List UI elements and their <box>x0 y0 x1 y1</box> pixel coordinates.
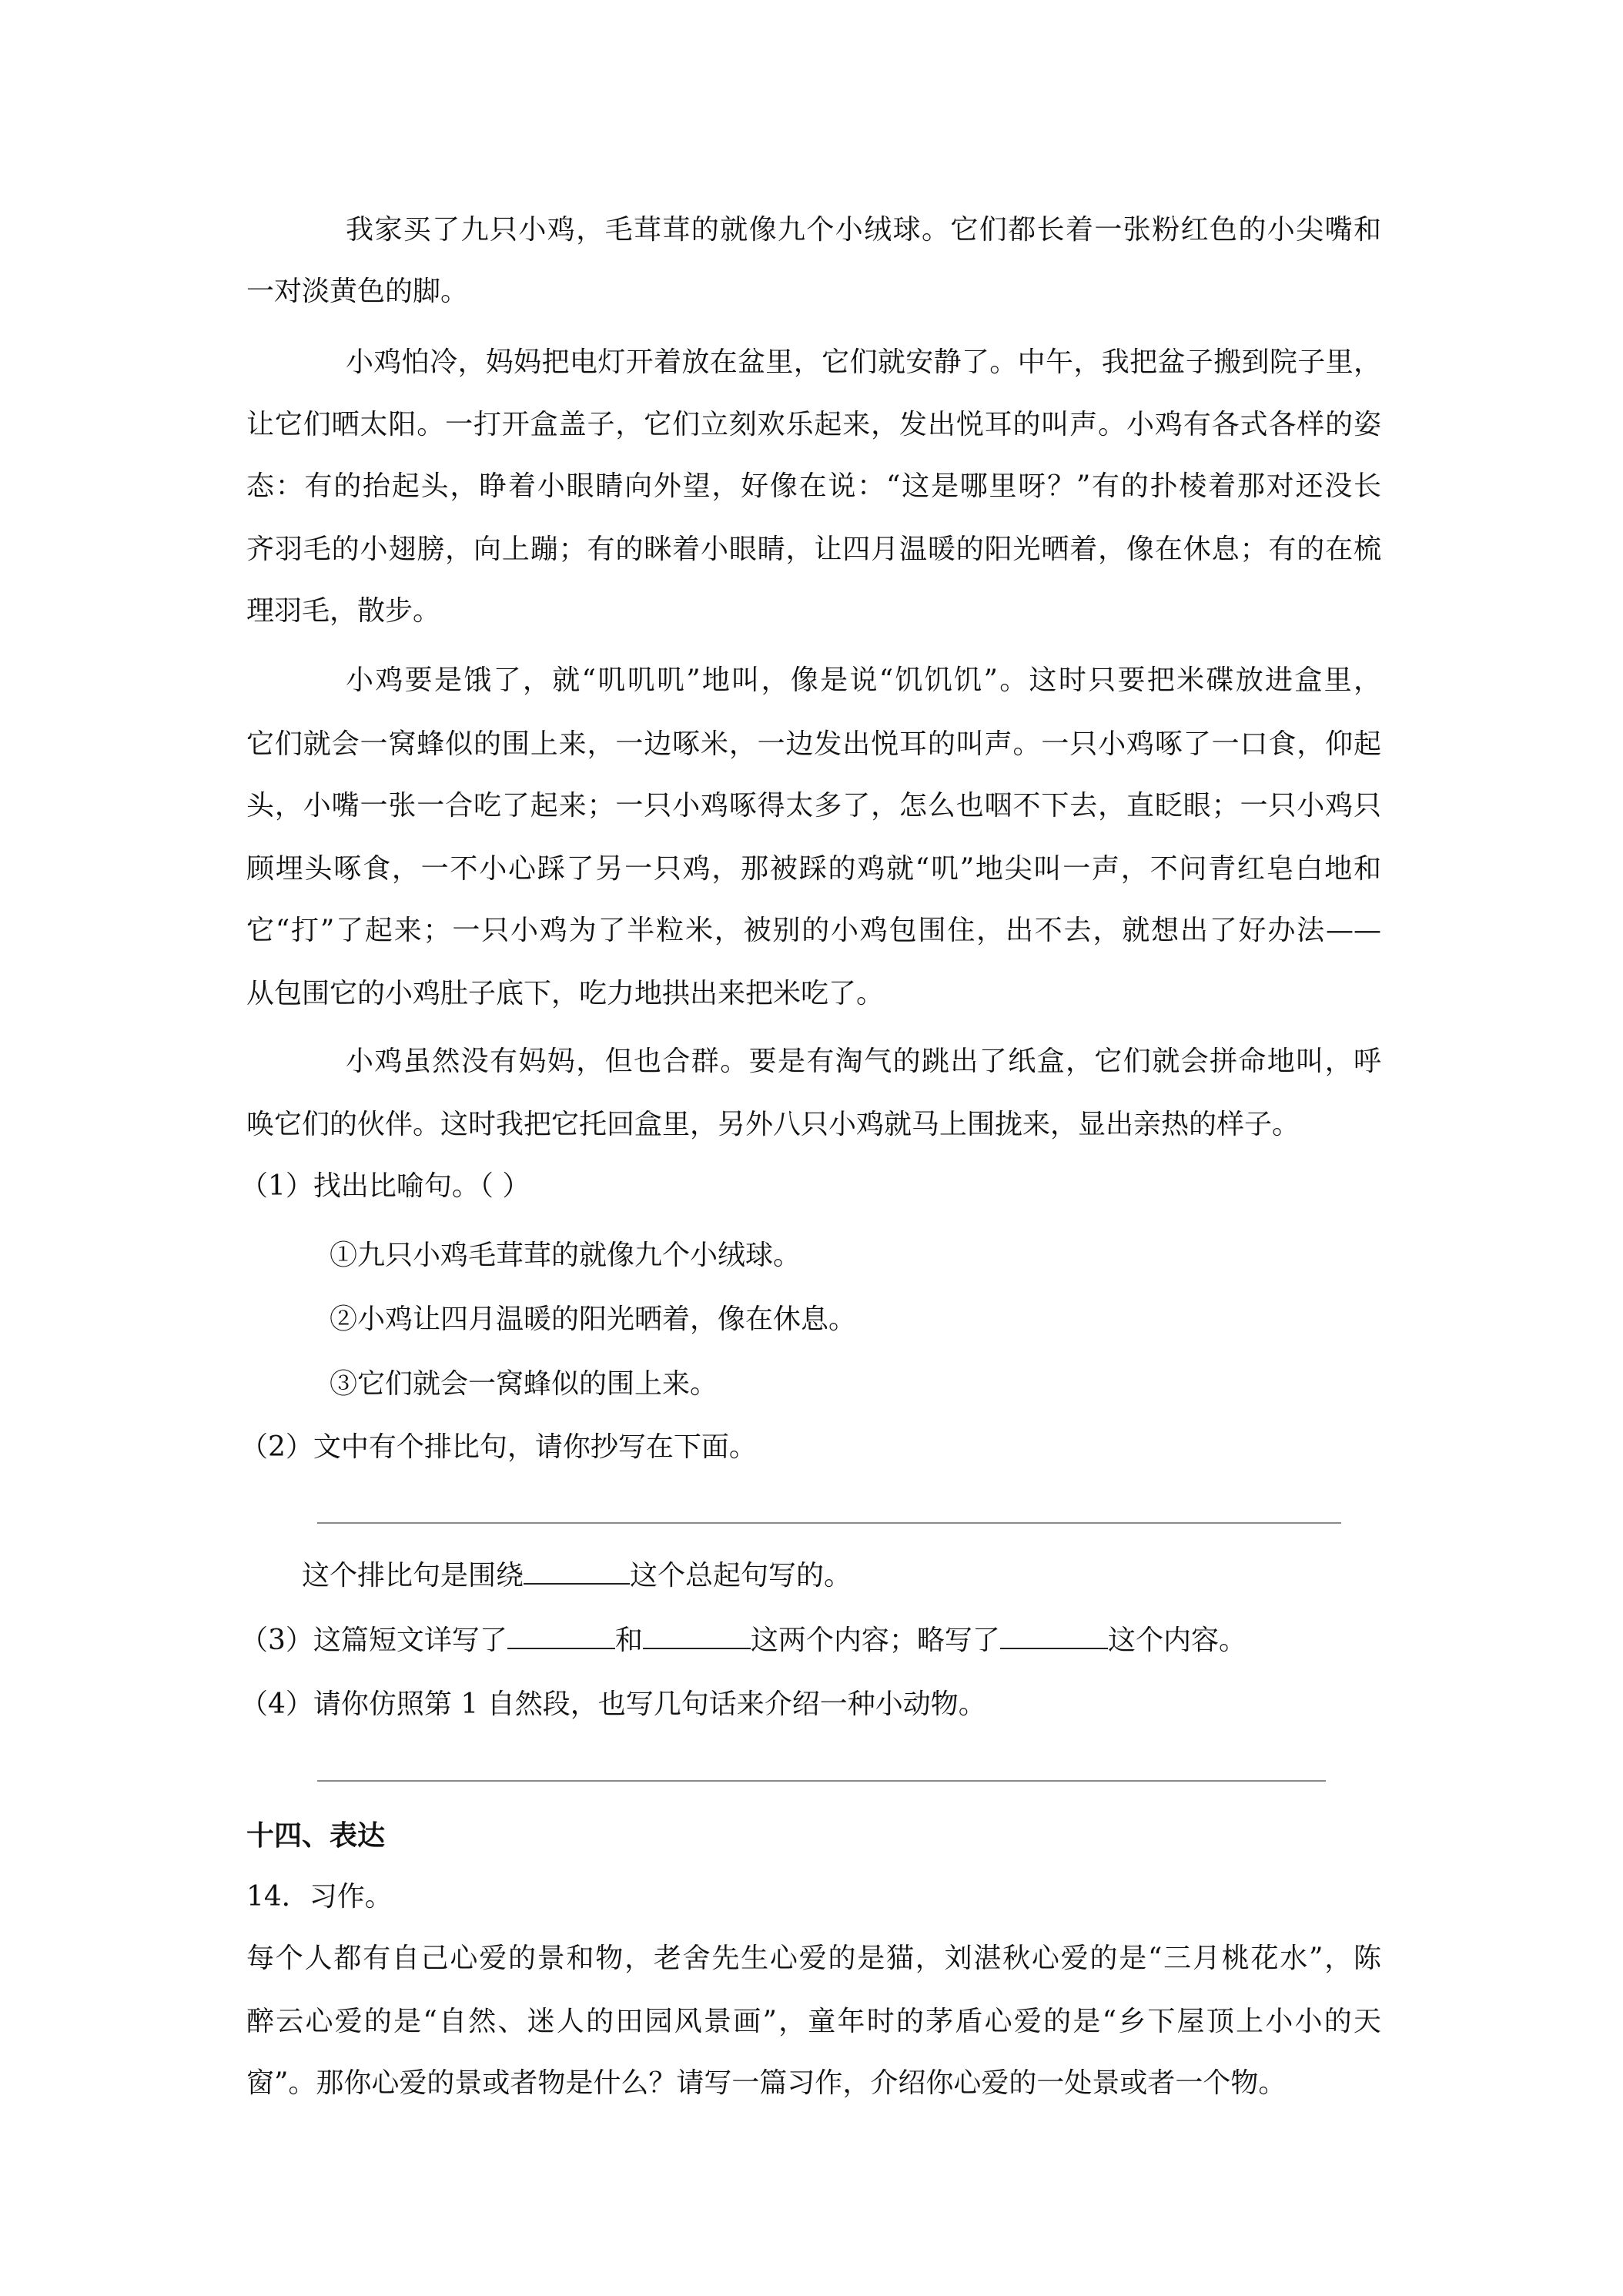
question-2-prompt: （2）文中有个排比句，请你抄写在下面。 <box>240 1431 757 1463</box>
question-3-text-a: （3）这篇短文详写了 <box>240 1625 507 1656</box>
passage-line: 齐羽毛的小翅膀，向上蹦；有的眯着小眼睛，让四月温暖的阳光晒着，像在休息；有的在梳 <box>246 534 1381 565</box>
section-body-line: 醉云心爱的是“自然、迷人的田园风景画”，童年时的茅盾心爱的是“乡下屋顶上小小的天 <box>246 2006 1381 2037</box>
question-1-prompt: （1）找出比喻句。（ ） <box>240 1170 530 1202</box>
passage-line: 头，小嘴一张一合吃了起来；一只小鸡啄得太多了，怎么也咽不下去，直眨眼；一只小鸡只 <box>246 790 1381 822</box>
passage-line: 我家买了九只小鸡，毛茸茸的就像九个小绒球。它们都长着一张粉红色的小尖嘴和 <box>346 214 1381 246</box>
passage-line: 它“打”了起来；一只小鸡为了半粒米，被别的小鸡包围住，出不去，就想出了好办法—— <box>246 915 1381 946</box>
passage-line: 态：有的抬起头，睁着小眼睛向外望，好像在说：“这是哪里呀？”有的扑棱着那对还没长 <box>246 470 1381 502</box>
question-3-text-c: 这两个内容；略写了 <box>750 1625 1000 1656</box>
question-1-option: ①九只小鸡毛茸茸的就像九个小绒球。 <box>330 1240 801 1271</box>
passage-line: 一对淡黄色的脚。 <box>246 276 469 307</box>
question-3-prompt <box>240 1622 1247 1659</box>
passage-line: 它们就会一窝蜂似的围上来，一边啄米，一边发出悦耳的叫声。一只小鸡啄了一口食，仰起 <box>246 728 1381 760</box>
section-body-line: 窗”。那你心爱的景或者物是什么？请写一篇习作，介绍你心爱的一处景或者一个物。 <box>246 2067 1287 2099</box>
passage-line: 理羽毛，散步。 <box>246 595 441 627</box>
section-item-title: 14．习作。 <box>246 1881 393 1913</box>
section-body-line: 每个人都有自己心爱的景和物，老舍先生心爱的是猫，刘湛秋心爱的是“三月桃花水”，陈 <box>246 1943 1381 1974</box>
passage-line: 唤它们的伙伴。这时我把它托回盒里，另外八只小鸡就马上围拢来，显出亲热的样子。 <box>246 1109 1300 1140</box>
answer-blank[interactable] <box>643 1625 751 1649</box>
passage-line: 让它们晒太阳。一打开盒盖子，它们立刻欢乐起来，发出悦耳的叫声。小鸡有各式各样的姿 <box>246 409 1381 440</box>
answer-blank[interactable] <box>1000 1625 1108 1649</box>
question-1-option: ③它们就会一窝蜂似的围上来。 <box>330 1368 718 1400</box>
passage-line: 从包围它的小鸡肚子底下，吃力地拱出来把米吃了。 <box>246 978 885 1009</box>
question-2-follow-up <box>302 1558 852 1595</box>
section-heading: 十四、表达 <box>246 1819 386 1852</box>
question-2-text-b: 这个总起句写的。 <box>630 1560 852 1591</box>
question-1-option: ②小鸡让四月温暖的阳光晒着，像在休息。 <box>330 1304 857 1335</box>
answer-line[interactable] <box>317 1780 1326 1782</box>
question-3-text-b: 和 <box>614 1625 643 1656</box>
passage-line: 小鸡虽然没有妈妈，但也合群。要是有淘气的跳出了纸盒，它们就会拼命地叫，呼 <box>346 1046 1381 1077</box>
answer-line[interactable] <box>317 1522 1341 1524</box>
passage-line: 顾埋头啄食，一不小心踩了另一只鸡，那被踩的鸡就“叽”地尖叫一声，不问青红皂白地和 <box>246 853 1381 885</box>
passage-line: 小鸡怕冷，妈妈把电灯开着放在盆里，它们就安静了。中午，我把盆子搬到院子里， <box>346 346 1381 378</box>
question-4-prompt: （4）请你仿照第 1 自然段，也写几句话来介绍一种小动物。 <box>240 1689 986 1720</box>
answer-blank[interactable] <box>507 1625 615 1649</box>
answer-blank[interactable] <box>524 1560 630 1585</box>
passage-line: 小鸡要是饿了，就“叽叽叽”地叫，像是说“饥饥饥”。这时只要把米碟放进盒里， <box>346 664 1381 696</box>
question-3-text-d: 这个内容。 <box>1107 1625 1247 1656</box>
question-2-text-a: 这个排比句是围绕 <box>302 1560 524 1591</box>
